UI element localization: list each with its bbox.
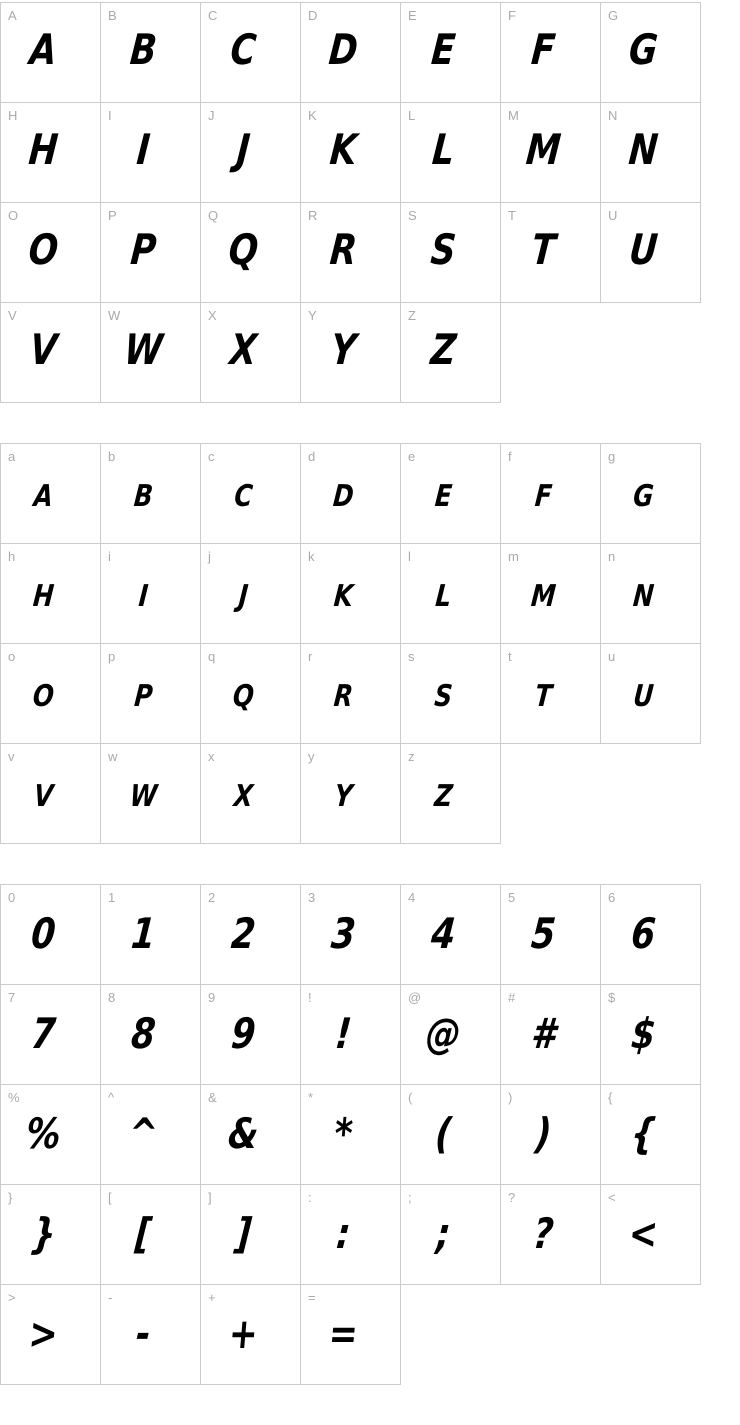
charmap-row	[1, 3, 701, 103]
char-label: a	[8, 449, 16, 464]
char-glyph: :	[334, 1208, 353, 1258]
char-cell	[1, 885, 101, 985]
char-cell	[101, 1085, 201, 1185]
char-label: R	[308, 208, 318, 223]
char-cell	[101, 544, 201, 644]
char-glyph: ^	[126, 1108, 161, 1158]
char-label: i	[108, 549, 111, 564]
char-glyph: $	[629, 1008, 658, 1058]
char-cell	[401, 644, 501, 744]
char-glyph: S	[428, 224, 459, 274]
char-label: 4	[408, 890, 416, 905]
char-cell	[501, 885, 601, 985]
char-cell	[301, 3, 401, 103]
char-glyph: 8	[129, 1008, 158, 1058]
char-cell	[401, 1185, 501, 1285]
char-label: *	[308, 1090, 314, 1105]
char-cell	[401, 1085, 501, 1185]
char-label: r	[308, 649, 313, 664]
char-glyph: O	[31, 678, 56, 714]
char-cell	[1, 644, 101, 744]
char-cell	[401, 3, 501, 103]
char-cell	[501, 1085, 601, 1185]
char-cell	[301, 1285, 401, 1385]
char-glyph: Y	[333, 778, 354, 814]
char-label: Z	[408, 308, 416, 323]
char-cell	[601, 885, 701, 985]
char-label: e	[408, 449, 416, 464]
char-label: }	[8, 1190, 13, 1205]
char-cell	[1, 303, 101, 403]
char-cell	[301, 1185, 401, 1285]
char-glyph: U	[631, 678, 656, 714]
charmap-row	[1, 544, 701, 644]
char-glyph: E	[429, 24, 458, 74]
char-glyph: N	[626, 124, 661, 174]
char-cell	[401, 444, 501, 544]
char-label: B	[108, 8, 117, 23]
char-cell	[601, 3, 701, 103]
char-cell	[201, 744, 301, 844]
char-label: ?	[508, 1190, 516, 1205]
char-glyph: ]	[233, 1208, 254, 1258]
charmap-row	[1, 985, 701, 1085]
char-glyph: )	[533, 1108, 554, 1158]
char-glyph: %	[24, 1108, 63, 1158]
char-glyph: (	[433, 1108, 454, 1158]
char-glyph: M	[529, 578, 558, 614]
char-glyph: &	[226, 1108, 261, 1158]
charmap-row	[1, 644, 701, 744]
char-label: )	[508, 1090, 513, 1105]
char-glyph: F	[533, 478, 554, 514]
char-glyph: 6	[629, 908, 658, 958]
char-label: y	[308, 749, 315, 764]
char-glyph: P	[128, 224, 159, 274]
char-label: S	[408, 208, 417, 223]
char-glyph: O	[26, 224, 61, 274]
char-label: H	[8, 108, 18, 123]
char-glyph: ?	[531, 1208, 556, 1258]
char-label: {	[608, 1090, 613, 1105]
uppercase-letters-section	[0, 2, 701, 403]
char-cell	[1, 1085, 101, 1185]
char-cell	[301, 544, 401, 644]
char-cell	[101, 103, 201, 203]
char-glyph: 3	[329, 908, 358, 958]
char-label: s	[408, 649, 415, 664]
char-label: $	[608, 990, 616, 1005]
char-glyph: H	[31, 578, 56, 614]
char-cell	[101, 444, 201, 544]
char-cell	[201, 885, 301, 985]
char-glyph: *	[332, 1108, 355, 1158]
char-glyph: A	[32, 478, 55, 514]
char-glyph: {	[629, 1108, 658, 1158]
char-cell	[401, 885, 501, 985]
char-cell	[601, 544, 701, 644]
char-glyph: K	[332, 578, 355, 614]
charmap-row	[1, 203, 701, 303]
char-label: <	[608, 1190, 616, 1205]
char-cell	[201, 3, 301, 103]
char-glyph: B	[128, 24, 159, 74]
char-cell	[301, 1085, 401, 1185]
char-glyph: 4	[429, 908, 458, 958]
char-label: C	[208, 8, 218, 23]
char-cell	[401, 203, 501, 303]
char-label: 6	[608, 890, 616, 905]
char-glyph: X	[232, 778, 255, 814]
char-cell	[101, 744, 201, 844]
char-cell	[301, 744, 401, 844]
char-cell	[401, 744, 501, 844]
char-label: 7	[8, 990, 16, 1005]
char-glyph: 2	[229, 908, 258, 958]
char-label: T	[508, 208, 516, 223]
char-label: M	[508, 108, 519, 123]
char-label: q	[208, 649, 216, 664]
char-label: t	[508, 649, 512, 664]
char-label: n	[608, 549, 616, 564]
char-glyph: H	[26, 124, 61, 174]
char-cell	[201, 203, 301, 303]
char-glyph: -	[134, 1308, 153, 1358]
char-cell	[101, 3, 201, 103]
char-label: b	[108, 449, 116, 464]
char-label: (	[408, 1090, 413, 1105]
char-label: d	[308, 449, 316, 464]
char-glyph: V	[32, 778, 55, 814]
char-label: 1	[108, 890, 116, 905]
char-label: [	[108, 1190, 112, 1205]
char-glyph: R	[332, 678, 355, 714]
char-label: V	[8, 308, 17, 323]
char-glyph: G	[627, 24, 660, 74]
char-label: 3	[308, 890, 316, 905]
char-cell	[101, 885, 201, 985]
char-label: l	[408, 549, 411, 564]
charmap-row	[1, 885, 701, 985]
char-glyph: >	[26, 1308, 61, 1358]
char-label: G	[608, 8, 619, 23]
numbers-and-symbols-section	[0, 884, 701, 1385]
char-label: j	[208, 549, 211, 564]
char-label: K	[308, 108, 317, 123]
char-label: w	[108, 749, 118, 764]
char-cell	[101, 644, 201, 744]
char-label: k	[308, 549, 315, 564]
char-label: O	[8, 208, 19, 223]
char-label: X	[208, 308, 217, 323]
char-glyph: 9	[229, 1008, 258, 1058]
char-glyph: +	[226, 1308, 261, 1358]
char-glyph: E	[433, 478, 454, 514]
char-label: 9	[208, 990, 216, 1005]
char-label: Q	[208, 208, 219, 223]
char-cell	[1, 1285, 101, 1385]
char-glyph: S	[433, 678, 454, 714]
char-label: 8	[108, 990, 116, 1005]
char-label: p	[108, 649, 116, 664]
char-glyph: Y	[328, 324, 359, 374]
char-label: x	[208, 749, 215, 764]
char-glyph: L	[430, 124, 457, 174]
char-cell	[301, 985, 401, 1085]
char-glyph: J	[237, 578, 250, 614]
charmap-row	[1, 303, 701, 403]
char-cell	[501, 444, 601, 544]
char-cell	[101, 985, 201, 1085]
char-glyph: K	[328, 124, 359, 174]
char-label: %	[8, 1090, 20, 1105]
char-glyph: Z	[433, 778, 454, 814]
char-glyph: R	[328, 224, 359, 274]
char-label: f	[508, 449, 512, 464]
char-label: E	[408, 8, 417, 23]
char-label: ;	[408, 1190, 412, 1205]
char-cell	[201, 985, 301, 1085]
char-glyph: D	[327, 24, 360, 74]
char-cell	[101, 203, 201, 303]
char-cell	[501, 1185, 601, 1285]
char-label: :	[308, 1190, 312, 1205]
char-glyph: T	[533, 678, 554, 714]
char-label: h	[8, 549, 16, 564]
char-glyph: D	[331, 478, 356, 514]
charmap-row	[1, 1185, 701, 1285]
char-glyph: [	[133, 1208, 154, 1258]
char-glyph: #	[529, 1008, 558, 1058]
char-cell	[201, 303, 301, 403]
char-glyph: 5	[529, 908, 558, 958]
char-label: 5	[508, 890, 516, 905]
char-glyph: @	[424, 1008, 463, 1058]
char-glyph: N	[631, 578, 656, 614]
char-glyph: L	[434, 578, 453, 614]
char-cell	[601, 985, 701, 1085]
char-cell	[101, 1285, 201, 1385]
char-label: ^	[108, 1090, 115, 1105]
char-label: #	[508, 990, 516, 1005]
charmap-row	[1, 1285, 701, 1385]
char-cell	[201, 444, 301, 544]
char-label: g	[608, 449, 616, 464]
char-cell	[1, 544, 101, 644]
char-cell	[601, 103, 701, 203]
char-cell	[101, 303, 201, 403]
char-cell	[501, 3, 601, 103]
char-label: W	[108, 308, 121, 323]
char-cell	[301, 444, 401, 544]
char-glyph: 0	[29, 908, 58, 958]
char-label: N	[608, 108, 618, 123]
char-label: 0	[8, 890, 16, 905]
char-label: o	[8, 649, 16, 664]
char-cell	[401, 103, 501, 203]
char-cell	[1, 203, 101, 303]
char-cell	[1, 3, 101, 103]
char-glyph: X	[228, 324, 259, 374]
char-cell	[1, 103, 101, 203]
char-cell	[201, 1185, 301, 1285]
char-cell	[1, 744, 101, 844]
char-glyph: 1	[129, 908, 158, 958]
char-label: @	[408, 990, 422, 1005]
char-cell	[601, 1085, 701, 1185]
lowercase-letters-section	[0, 443, 701, 844]
char-label: +	[208, 1290, 216, 1305]
char-cell	[601, 1185, 701, 1285]
char-glyph: Q	[231, 678, 256, 714]
char-cell	[301, 103, 401, 203]
charmap-row	[1, 103, 701, 203]
char-cell	[201, 1085, 301, 1185]
char-cell	[301, 885, 401, 985]
char-label: v	[8, 749, 15, 764]
char-glyph: A	[28, 24, 59, 74]
char-glyph: I	[137, 578, 150, 614]
char-glyph: P	[132, 678, 155, 714]
char-glyph: !	[333, 1008, 354, 1058]
char-cell	[201, 544, 301, 644]
char-label: P	[108, 208, 117, 223]
char-label: U	[608, 208, 618, 223]
char-label: J	[208, 108, 215, 123]
char-glyph: I	[134, 124, 153, 174]
char-cell	[201, 103, 301, 203]
char-label: !	[308, 990, 312, 1005]
char-cell	[401, 303, 501, 403]
charmap-row	[1, 1085, 701, 1185]
char-cell	[1, 1185, 101, 1285]
char-label: Y	[308, 308, 317, 323]
char-glyph: J	[234, 124, 253, 174]
char-label: L	[408, 108, 416, 123]
char-cell	[501, 644, 601, 744]
char-cell	[501, 203, 601, 303]
char-glyph: W	[128, 778, 159, 814]
char-label: D	[308, 8, 318, 23]
char-label: 2	[208, 890, 216, 905]
char-cell	[601, 203, 701, 303]
charmap-row	[1, 444, 701, 544]
char-cell	[301, 644, 401, 744]
char-cell	[401, 985, 501, 1085]
char-label: c	[208, 449, 215, 464]
char-cell	[1, 444, 101, 544]
char-glyph: }	[29, 1208, 58, 1258]
char-cell	[501, 544, 601, 644]
char-glyph: T	[529, 224, 558, 274]
char-label: F	[508, 8, 516, 23]
char-cell	[601, 444, 701, 544]
char-label: =	[308, 1290, 316, 1305]
char-glyph: <	[626, 1208, 661, 1258]
char-glyph: =	[326, 1308, 361, 1358]
char-label: >	[8, 1290, 16, 1305]
char-glyph: F	[529, 24, 558, 74]
char-glyph: W	[122, 324, 165, 374]
char-cell	[201, 1285, 301, 1385]
charmap-row	[1, 744, 701, 844]
char-label: &	[208, 1090, 217, 1105]
char-glyph: B	[132, 478, 155, 514]
char-cell	[501, 985, 601, 1085]
char-glyph: U	[627, 224, 660, 274]
char-cell	[501, 103, 601, 203]
char-glyph: M	[524, 124, 563, 174]
char-cell	[301, 203, 401, 303]
char-label: ]	[208, 1190, 212, 1205]
char-cell	[201, 644, 301, 744]
char-glyph: C	[228, 24, 259, 74]
char-glyph: G	[631, 478, 656, 514]
char-label: I	[108, 108, 112, 123]
char-cell	[301, 303, 401, 403]
char-glyph: Q	[226, 224, 261, 274]
char-glyph: Z	[428, 324, 459, 374]
char-cell	[1, 985, 101, 1085]
char-glyph: ;	[434, 1208, 453, 1258]
char-cell	[401, 544, 501, 644]
char-cell	[101, 1185, 201, 1285]
char-label: m	[508, 549, 519, 564]
char-cell	[601, 644, 701, 744]
char-label: -	[108, 1290, 113, 1305]
char-label: u	[608, 649, 616, 664]
char-glyph: V	[28, 324, 59, 374]
char-label: z	[408, 749, 415, 764]
char-label: A	[8, 8, 17, 23]
char-glyph: 7	[29, 1008, 58, 1058]
char-glyph: C	[232, 478, 255, 514]
